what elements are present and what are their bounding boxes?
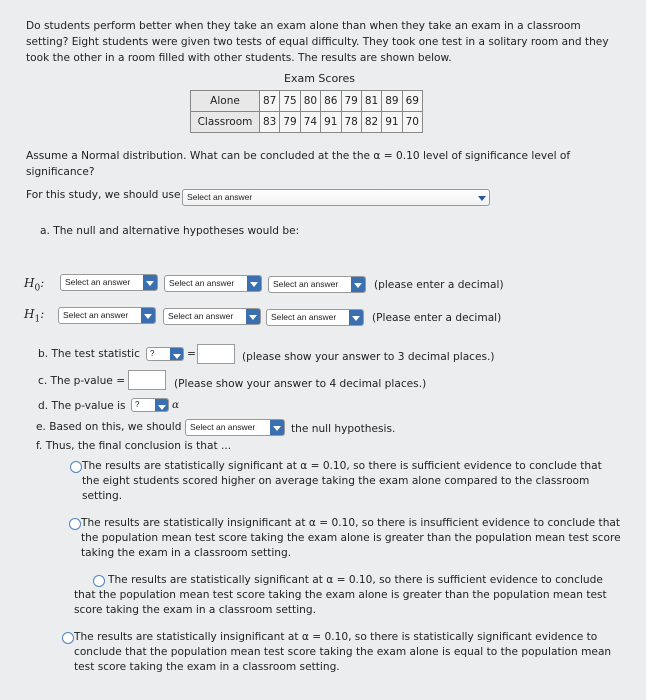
table-cell: 91	[382, 112, 402, 133]
part-a-text: a. The null and alternative hypotheses would be:	[40, 225, 300, 237]
part-b-text: b. The test statistic	[38, 348, 140, 360]
chevron-down-icon	[475, 190, 489, 205]
h1-value-select[interactable]	[266, 309, 364, 326]
conclusion-option-4: The results are statistically insignificant at α = 0.10, so there is statistically significant evidence to conclude that the population mean test score taking the exam alone is equal to the population mean test score taking the exam in a classroom setting.	[74, 631, 612, 673]
chevron-down-icon	[247, 276, 261, 291]
select-text: Select an answer	[169, 278, 235, 288]
conclusion-option-3: The results are statistically significant at α = 0.10, so there is sufficient evidence to conclude that the population mean test score taking the exam alone is greater than the population mean test score taking the exam in a classroom setting.	[74, 574, 607, 616]
chevron-down-icon	[349, 310, 363, 325]
select-text: ?	[135, 400, 140, 409]
assumption-text: Assume a Normal distribution. What can be concluded at the the α = 0.10 level of significance level of significance?	[26, 150, 571, 178]
select-text: Select an answer	[190, 422, 256, 432]
table-cell: 75	[280, 91, 300, 112]
part-c-text: c. The p-value =	[38, 375, 126, 387]
chevron-down-icon	[155, 399, 168, 411]
chevron-down-icon	[351, 277, 365, 292]
table-row-classroom	[191, 112, 423, 133]
p-value-comparison-select[interactable]	[131, 398, 169, 412]
conclusion-option-2: The results are statistically insignificant at α = 0.10, so there is insufficient evidence to conclude that the population mean test score taking the exam alone is greater than the population mean test score taking the exam in a classroom setting.	[81, 517, 621, 559]
table-row-alone	[191, 91, 423, 112]
exam-scores-table	[190, 90, 423, 133]
select-text: Select an answer	[273, 279, 339, 289]
h0-parameter-select[interactable]	[60, 274, 158, 291]
conclusion-radio-1[interactable]	[70, 461, 82, 473]
part-f-text: f. Thus, the final conclusion is that ...	[36, 440, 232, 452]
chevron-down-icon	[246, 309, 260, 324]
part-c-note: (Please show your answer to 4 decimal places.)	[174, 378, 427, 390]
row-label: Alone	[191, 91, 260, 112]
decision-select[interactable]	[185, 419, 285, 436]
conclusion-radio-4[interactable]	[62, 632, 74, 644]
table-cell: 82	[361, 112, 381, 133]
select-text: Select an answer	[168, 311, 234, 321]
table-cell: 89	[382, 91, 402, 112]
select-text: Select an answer	[271, 312, 337, 322]
h0-sub: 0	[34, 283, 41, 294]
part-b-note: (please show your answer to 3 decimal places.)	[242, 351, 495, 363]
table-title: Exam Scores	[284, 72, 355, 85]
conclusion-radio-2[interactable]	[69, 518, 81, 530]
table-cell: 81	[361, 91, 381, 112]
p-value-input[interactable]	[128, 370, 166, 390]
select-text: ?	[150, 349, 155, 358]
study-type-select[interactable]	[182, 189, 490, 206]
h0-operator-select[interactable]	[164, 275, 262, 292]
table-cell: 91	[321, 112, 341, 133]
chevron-down-icon	[143, 275, 157, 290]
part-e-after: the null hypothesis.	[291, 423, 396, 435]
select-text: Select an answer	[65, 277, 131, 287]
table-cell: 87	[260, 91, 280, 112]
table-cell: 78	[341, 112, 361, 133]
h1-parameter-select[interactable]	[58, 307, 156, 324]
test-statistic-type-select[interactable]	[146, 347, 184, 361]
h1-label: $H_1$:	[24, 307, 45, 325]
part-d-text: d. The p-value is	[38, 400, 126, 412]
table-cell: 74	[300, 112, 320, 133]
h1-letter: H	[24, 307, 35, 321]
h1-sub: 1	[34, 314, 41, 325]
alpha-symbol: α	[172, 399, 180, 411]
table-cell: 83	[260, 112, 280, 133]
h1-operator-select[interactable]	[163, 308, 261, 325]
part-e-text: e. Based on this, we should	[36, 421, 182, 433]
chevron-down-icon	[141, 308, 155, 323]
h0-value-select[interactable]	[268, 276, 366, 293]
table-cell: 69	[402, 91, 422, 112]
select-text: Select an answer	[63, 310, 129, 320]
test-statistic-input[interactable]	[197, 344, 235, 364]
table-cell: 80	[300, 91, 320, 112]
select-text: Select an answer	[187, 192, 253, 202]
h1-note: (Please enter a decimal)	[372, 312, 502, 324]
table-cell: 79	[341, 91, 361, 112]
equals-sign: =	[187, 348, 196, 360]
h0-label: $H_0$:	[24, 276, 45, 294]
question-intro: Do students perform better when they take an exam alone than when they take an exam in a classroom setting? Eight students were given two tests of equal difficulty. They took one test in a solitary room and they took the other in a room filled with other students. The results are shown below.	[26, 20, 609, 64]
study-label: For this study, we should use	[26, 189, 181, 201]
conclusion-option-1: The results are statistically significant at α = 0.10, so there is sufficient evidence to conclude that the eight students scored higher on average taking the exam alone compared to the classroom setting.	[82, 460, 602, 502]
chevron-down-icon	[270, 420, 284, 435]
table-cell: 70	[402, 112, 422, 133]
h0-letter: H	[24, 276, 35, 290]
h0-note: (please enter a decimal)	[374, 279, 504, 291]
table-cell: 86	[321, 91, 341, 112]
table-cell: 79	[280, 112, 300, 133]
row-label: Classroom	[191, 112, 260, 133]
chevron-down-icon	[170, 348, 183, 360]
